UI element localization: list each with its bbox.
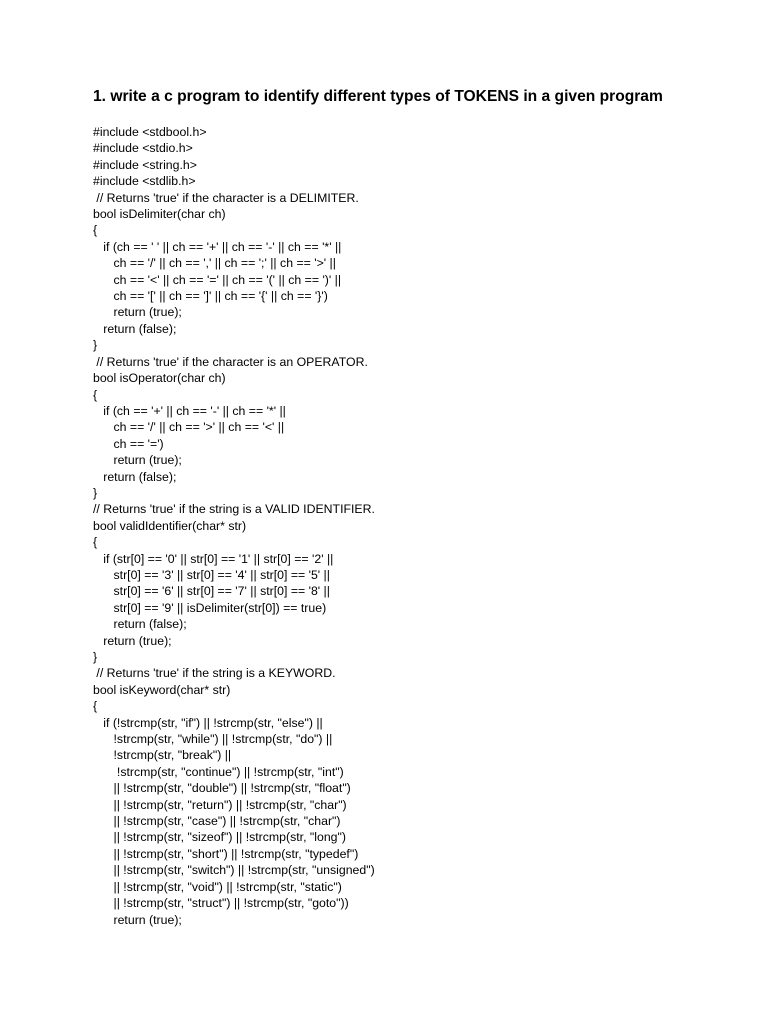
code-line: if (ch == '+' || ch == '-' || ch == '*' || [93,403,286,418]
code-line: str[0] == '3' || str[0] == '4' || str[0] == '5' || [93,567,330,582]
code-line: !strcmp(str, "break") || [93,748,232,763]
code-line: { [93,699,98,714]
code-line: || !strcmp(str, "struct") || !strcmp(str, "goto")) [93,896,349,911]
code-line: || !strcmp(str, "void") || !strcmp(str, "static") [93,879,342,894]
code-line: } [93,338,98,353]
code-line: // Returns 'true' if the character is an OPERATOR. [93,354,368,369]
code-line: if (!strcmp(str, "if") || !strcmp(str, "else") || [93,715,323,730]
code-line: return (true); [93,305,182,320]
code-line: || !strcmp(str, "sizeof") || !strcmp(str, "long") [93,830,346,845]
code-line: // Returns 'true' if the string is a KEYWORD. [93,666,336,681]
code-line: ch == '[' || ch == ']' || ch == '{' || ch == '}') [93,289,328,304]
code-line: { [93,223,98,238]
code-line: return (true); [93,633,172,648]
code-line: bool isDelimiter(char ch) [93,207,226,222]
code-line: ch == '/' || ch == ',' || ch == ';' || ch == '>' || [93,256,336,271]
code-line: return (false); [93,469,177,484]
code-line: return (false); [93,617,187,632]
code-line: return (false); [93,321,177,336]
code-line: return (true); [93,912,182,927]
code-line: || !strcmp(str, "return") || !strcmp(str, "char") [93,797,347,812]
code-line: } [93,650,98,664]
code-line: } [93,485,98,500]
code-line: str[0] == '6' || str[0] == '7' || str[0] == '8' || [93,584,330,599]
code-line: #include <string.h> [93,157,197,172]
code-line: || !strcmp(str, "switch") || !strcmp(str, "unsigned") [93,863,375,878]
code-line: !strcmp(str, "continue") || !strcmp(str, "int") [93,764,344,779]
code-line: str[0] == '9' || isDelimiter(str[0]) == true) [93,600,327,615]
code-line: bool isOperator(char ch) [93,371,226,386]
code-line: ch == '<' || ch == '=' || ch == '(' || ch == ')' || [93,272,342,287]
code-line: bool validIdentifier(char* str) [93,518,247,533]
page-title: 1. write a c program to identify different types of TOKENS in a given program [93,88,663,105]
code-line: bool isKeyword(char* str) [93,682,231,697]
code-line: { [93,387,98,402]
code-line: || !strcmp(str, "short") || !strcmp(str, "typedef") [93,846,359,861]
code-line: #include <stdlib.h> [93,174,196,189]
code-line: #include <stdio.h> [93,141,193,156]
code-line: { [93,535,98,550]
code-line: || !strcmp(str, "double") || !strcmp(str, "float") [93,781,351,796]
code-line: ch == '=') [93,436,164,451]
code-line: // Returns 'true' if the character is a DELIMITER. [93,190,359,205]
code-line: ch == '/' || ch == '>' || ch == '<' || [93,420,285,435]
code-line: return (true); [93,453,182,468]
code-listing [93,124,375,928]
code-line: #include <stdbool.h> [93,125,207,139]
code-line: if (str[0] == '0' || str[0] == '1' || str[0] == '2' || [93,551,334,566]
code-line: // Returns 'true' if the string is a VALID IDENTIFIER. [93,502,375,517]
code-line: !strcmp(str, "while") || !strcmp(str, "do") || [93,732,333,747]
code-line: || !strcmp(str, "case") || !strcmp(str, "char") [93,814,341,829]
code-line: if (ch == ' ' || ch == '+' || ch == '-' || ch == '*' || [93,239,342,254]
